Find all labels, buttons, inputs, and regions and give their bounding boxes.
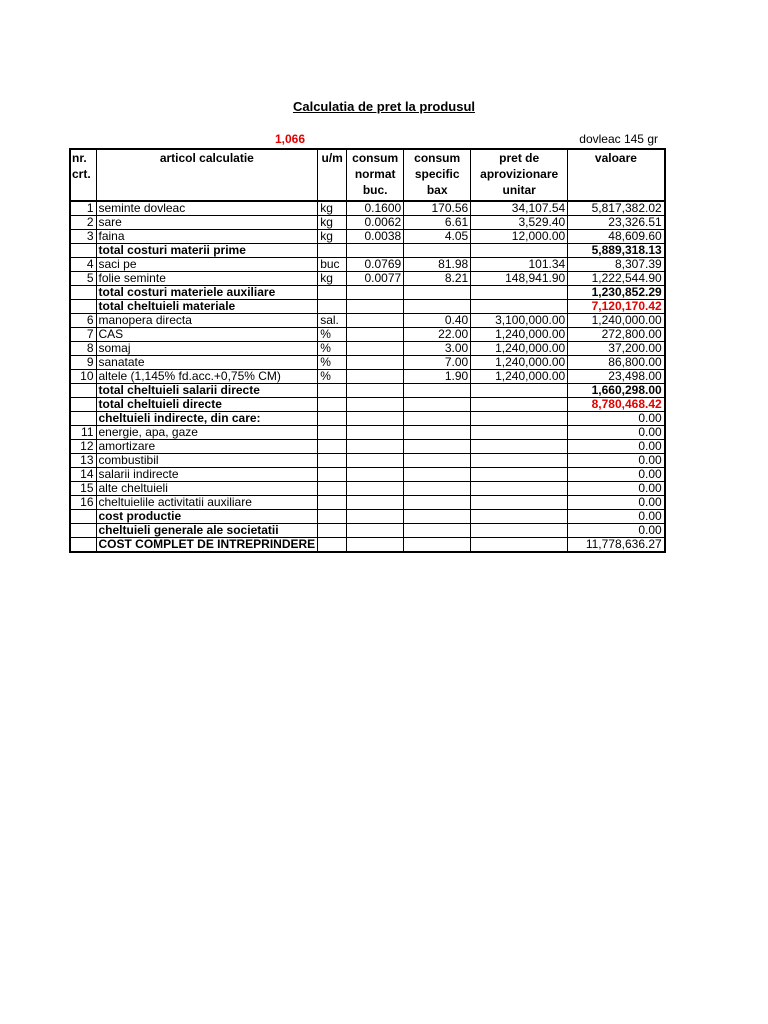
header-nr: nr. crt. bbox=[70, 149, 96, 201]
cell-nr: 3 bbox=[70, 230, 96, 244]
cell-consum-normat: 0.0038 bbox=[347, 230, 404, 244]
cell-articol: folie seminte bbox=[96, 272, 318, 286]
cell-valoare: 1,222,544.90 bbox=[568, 272, 665, 286]
cell-nr: 15 bbox=[70, 482, 96, 496]
cell-valoare: 5,889,318.13 bbox=[568, 244, 665, 258]
table-row bbox=[70, 216, 665, 230]
cell-nr bbox=[70, 286, 96, 300]
cell-pret bbox=[471, 482, 568, 496]
cell-nr bbox=[70, 244, 96, 258]
header-um: u/m bbox=[318, 149, 347, 201]
cell-consum-normat bbox=[347, 426, 404, 440]
cell-valoare: 0.00 bbox=[568, 496, 665, 510]
cell-consum-specific: 3.00 bbox=[404, 342, 471, 356]
cell-articol: cost productie bbox=[96, 510, 318, 524]
cell-pret: 101.34 bbox=[471, 258, 568, 272]
cell-consum-specific: 81.98 bbox=[404, 258, 471, 272]
cell-articol: saci pe bbox=[96, 258, 318, 272]
cell-valoare: 0.00 bbox=[568, 454, 665, 468]
cell-pret: 1,240,000.00 bbox=[471, 356, 568, 370]
cell-um bbox=[318, 440, 347, 454]
cell-nr bbox=[70, 510, 96, 524]
cell-pret bbox=[471, 468, 568, 482]
cell-um bbox=[318, 524, 347, 538]
cell-articol: total costuri materiele auxiliare bbox=[96, 286, 318, 300]
cell-pret bbox=[471, 384, 568, 398]
cell-pret bbox=[471, 496, 568, 510]
cell-pret: 148,941.90 bbox=[471, 272, 568, 286]
cell-pret bbox=[471, 244, 568, 258]
cell-consum-specific bbox=[404, 384, 471, 398]
cell-um bbox=[318, 510, 347, 524]
cell-articol: manopera directa bbox=[96, 314, 318, 328]
cell-um: % bbox=[318, 370, 347, 384]
cell-consum-specific bbox=[404, 300, 471, 314]
cell-consum-normat bbox=[347, 524, 404, 538]
cell-nr bbox=[70, 412, 96, 426]
cell-articol: sare bbox=[96, 216, 318, 230]
cell-pret: 12,000.00 bbox=[471, 230, 568, 244]
cell-articol: combustibil bbox=[96, 454, 318, 468]
cell-consum-specific: 4.05 bbox=[404, 230, 471, 244]
header-valoare: valoare bbox=[568, 149, 665, 201]
cell-nr: 2 bbox=[70, 216, 96, 230]
cell-consum-normat bbox=[347, 468, 404, 482]
cell-consum-normat bbox=[347, 398, 404, 412]
table-row bbox=[70, 286, 665, 300]
cell-pret: 3,529.40 bbox=[471, 216, 568, 230]
cell-consum-normat bbox=[347, 384, 404, 398]
cell-consum-specific bbox=[404, 468, 471, 482]
cell-pret bbox=[471, 454, 568, 468]
cell-nr: 10 bbox=[70, 370, 96, 384]
cell-valoare: 0.00 bbox=[568, 482, 665, 496]
table-row bbox=[70, 482, 665, 496]
cell-articol: amortizare bbox=[96, 440, 318, 454]
cell-consum-specific: 22.00 bbox=[404, 328, 471, 342]
table-row bbox=[70, 201, 665, 216]
cell-articol: cheltuieli generale ale societatii bbox=[96, 524, 318, 538]
cell-pret bbox=[471, 524, 568, 538]
cell-consum-specific: 1.90 bbox=[404, 370, 471, 384]
cell-pret: 1,240,000.00 bbox=[471, 328, 568, 342]
cell-um bbox=[318, 426, 347, 440]
cell-nr bbox=[70, 538, 96, 553]
cell-valoare: 8,307.39 bbox=[568, 258, 665, 272]
cell-consum-normat: 0.1600 bbox=[347, 201, 404, 216]
table-row bbox=[70, 510, 665, 524]
cell-pret: 1,240,000.00 bbox=[471, 370, 568, 384]
cell-consum-normat bbox=[347, 482, 404, 496]
cell-consum-normat bbox=[347, 496, 404, 510]
cell-articol: altele (1,145% fd.acc.+0,75% CM) bbox=[96, 370, 318, 384]
cell-valoare: 7,120,170.42 bbox=[568, 300, 665, 314]
cell-articol: cheltuieli indirecte, din care: bbox=[96, 412, 318, 426]
table-row bbox=[70, 384, 665, 398]
cell-valoare: 48,609.60 bbox=[568, 230, 665, 244]
cell-consum-normat bbox=[347, 328, 404, 342]
cell-nr: 16 bbox=[70, 496, 96, 510]
cell-consum-specific: 6.61 bbox=[404, 216, 471, 230]
cell-pret: 34,107.54 bbox=[471, 201, 568, 216]
table-header-row bbox=[70, 149, 665, 201]
cell-um bbox=[318, 398, 347, 412]
cell-valoare: 8,780,468.42 bbox=[568, 398, 665, 412]
product-label: dovleac 145 gr bbox=[579, 132, 658, 146]
cell-consum-normat bbox=[347, 300, 404, 314]
cell-um: % bbox=[318, 342, 347, 356]
cell-consum-normat bbox=[347, 440, 404, 454]
cell-consum-specific bbox=[404, 440, 471, 454]
cell-pret bbox=[471, 398, 568, 412]
cell-nr: 13 bbox=[70, 454, 96, 468]
cell-nr bbox=[70, 300, 96, 314]
cell-pret: 1,240,000.00 bbox=[471, 342, 568, 356]
cell-consum-specific bbox=[404, 524, 471, 538]
table-row bbox=[70, 230, 665, 244]
cell-valoare: 0.00 bbox=[568, 440, 665, 454]
table-row bbox=[70, 272, 665, 286]
cell-articol: total costuri materii prime bbox=[96, 244, 318, 258]
cell-articol: seminte dovleac bbox=[96, 201, 318, 216]
cell-valoare: 11,778,636.27 bbox=[568, 538, 665, 553]
table-row bbox=[70, 524, 665, 538]
cell-articol: cheltuielile activitatii auxiliare bbox=[96, 496, 318, 510]
table-row bbox=[70, 426, 665, 440]
cell-nr: 1 bbox=[70, 201, 96, 216]
cell-valoare: 5,817,382.02 bbox=[568, 201, 665, 216]
cell-consum-specific: 170.56 bbox=[404, 201, 471, 216]
cell-um bbox=[318, 496, 347, 510]
cell-pret bbox=[471, 300, 568, 314]
cell-um: % bbox=[318, 328, 347, 342]
cell-articol: CAS bbox=[96, 328, 318, 342]
cell-pret: 3,100,000.00 bbox=[471, 314, 568, 328]
table-row bbox=[70, 440, 665, 454]
cell-consum-specific bbox=[404, 426, 471, 440]
cell-nr: 6 bbox=[70, 314, 96, 328]
cell-pret bbox=[471, 538, 568, 553]
cell-valoare: 0.00 bbox=[568, 524, 665, 538]
page-title: Calculatia de pret la produsul bbox=[292, 99, 476, 114]
cell-pret bbox=[471, 426, 568, 440]
cell-consum-normat bbox=[347, 286, 404, 300]
cell-consum-specific: 7.00 bbox=[404, 356, 471, 370]
cell-nr bbox=[70, 524, 96, 538]
cell-consum-specific bbox=[404, 496, 471, 510]
table-row bbox=[70, 328, 665, 342]
cell-nr: 9 bbox=[70, 356, 96, 370]
header-pret: pret de aprovizionare unitar bbox=[471, 149, 568, 201]
cell-nr: 12 bbox=[70, 440, 96, 454]
cell-consum-specific: 0.40 bbox=[404, 314, 471, 328]
table-row bbox=[70, 244, 665, 258]
cell-valoare: 1,240,000.00 bbox=[568, 314, 665, 328]
cell-articol: somaj bbox=[96, 342, 318, 356]
cell-consum-normat bbox=[347, 342, 404, 356]
cell-pret bbox=[471, 510, 568, 524]
table-row bbox=[70, 412, 665, 426]
cell-consum-normat: 0.0062 bbox=[347, 216, 404, 230]
cell-articol: total cheltuieli directe bbox=[96, 398, 318, 412]
cell-consum-normat bbox=[347, 412, 404, 426]
cell-um bbox=[318, 454, 347, 468]
cell-um: sal. bbox=[318, 314, 347, 328]
cell-valoare: 23,498.00 bbox=[568, 370, 665, 384]
cell-um bbox=[318, 286, 347, 300]
cell-consum-normat bbox=[347, 454, 404, 468]
cell-valoare: 272,800.00 bbox=[568, 328, 665, 342]
cell-articol: energie, apa, gaze bbox=[96, 426, 318, 440]
cell-articol: total cheltuieli salarii directe bbox=[96, 384, 318, 398]
cell-nr: 11 bbox=[70, 426, 96, 440]
cell-valoare: 0.00 bbox=[568, 412, 665, 426]
cell-um: buc bbox=[318, 258, 347, 272]
table-row bbox=[70, 342, 665, 356]
cell-um bbox=[318, 300, 347, 314]
table-row bbox=[70, 258, 665, 272]
cell-um bbox=[318, 244, 347, 258]
cell-valoare: 0.00 bbox=[568, 426, 665, 440]
header-articol: articol calculatie bbox=[96, 149, 318, 201]
cell-um: kg bbox=[318, 201, 347, 216]
cell-valoare: 0.00 bbox=[568, 510, 665, 524]
cell-nr: 14 bbox=[70, 468, 96, 482]
cell-valoare: 37,200.00 bbox=[568, 342, 665, 356]
cell-articol: COST COMPLET DE INTREPRINDERE bbox=[96, 538, 318, 553]
cell-consum-specific bbox=[404, 482, 471, 496]
cell-nr: 7 bbox=[70, 328, 96, 342]
cell-nr bbox=[70, 384, 96, 398]
cell-pret bbox=[471, 440, 568, 454]
cell-consum-normat bbox=[347, 356, 404, 370]
cell-pret bbox=[471, 412, 568, 426]
factor-value: 1,066 bbox=[274, 132, 305, 146]
cell-consum-specific bbox=[404, 510, 471, 524]
table-body bbox=[70, 201, 665, 552]
calculation-table bbox=[69, 148, 666, 553]
cell-nr: 4 bbox=[70, 258, 96, 272]
cell-um: % bbox=[318, 356, 347, 370]
table-row bbox=[70, 496, 665, 510]
table-row bbox=[70, 314, 665, 328]
table-row bbox=[70, 468, 665, 482]
cell-articol: total cheltuieli materiale bbox=[96, 300, 318, 314]
header-consum-normat: consum normat buc. bbox=[347, 149, 404, 201]
cell-consum-specific bbox=[404, 398, 471, 412]
cell-consum-specific bbox=[404, 454, 471, 468]
header-consum-specific: consum specific bax bbox=[404, 149, 471, 201]
cell-um: kg bbox=[318, 230, 347, 244]
cell-um: kg bbox=[318, 272, 347, 286]
cell-valoare: 1,230,852.29 bbox=[568, 286, 665, 300]
cell-articol: sanatate bbox=[96, 356, 318, 370]
cell-consum-normat bbox=[347, 538, 404, 553]
cell-consum-normat bbox=[347, 244, 404, 258]
table-row bbox=[70, 370, 665, 384]
cell-nr: 5 bbox=[70, 272, 96, 286]
cell-consum-specific bbox=[404, 244, 471, 258]
table-row bbox=[70, 398, 665, 412]
cell-pret bbox=[471, 286, 568, 300]
table-row bbox=[70, 454, 665, 468]
cell-consum-specific bbox=[404, 538, 471, 553]
cell-articol: faina bbox=[96, 230, 318, 244]
cell-articol: alte cheltuieli bbox=[96, 482, 318, 496]
cell-consum-specific: 8.21 bbox=[404, 272, 471, 286]
cell-um bbox=[318, 384, 347, 398]
table-row bbox=[70, 356, 665, 370]
cell-consum-normat bbox=[347, 510, 404, 524]
cell-valoare: 86,800.00 bbox=[568, 356, 665, 370]
cell-nr bbox=[70, 398, 96, 412]
cell-um: kg bbox=[318, 216, 347, 230]
cell-articol: salarii indirecte bbox=[96, 468, 318, 482]
cell-valoare: 23,326.51 bbox=[568, 216, 665, 230]
cell-consum-normat bbox=[347, 314, 404, 328]
cell-valoare: 1,660,298.00 bbox=[568, 384, 665, 398]
cell-um bbox=[318, 468, 347, 482]
cell-valoare: 0.00 bbox=[568, 468, 665, 482]
table-row bbox=[70, 300, 665, 314]
table-row bbox=[70, 538, 665, 553]
cell-consum-specific bbox=[404, 412, 471, 426]
cell-um bbox=[318, 482, 347, 496]
cell-consum-specific bbox=[404, 286, 471, 300]
cell-consum-normat bbox=[347, 370, 404, 384]
cell-consum-normat: 0.0769 bbox=[347, 258, 404, 272]
cell-consum-normat: 0.0077 bbox=[347, 272, 404, 286]
cell-um bbox=[318, 412, 347, 426]
cell-nr: 8 bbox=[70, 342, 96, 356]
cell-um bbox=[318, 538, 347, 553]
